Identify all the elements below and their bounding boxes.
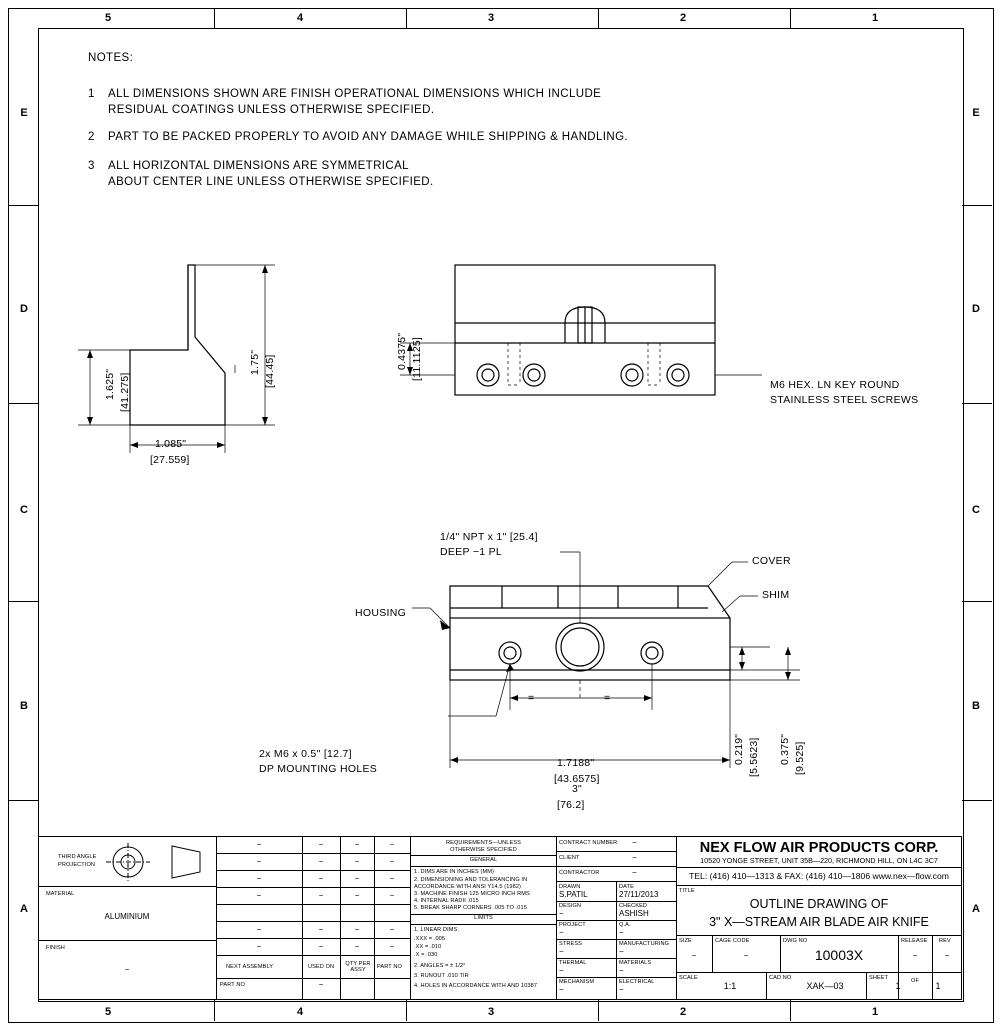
- zone-right-B: B: [972, 700, 980, 712]
- bom-r4-c3: −: [354, 891, 360, 900]
- bom-r5-c2: −: [318, 925, 324, 934]
- contract-number-value: −: [632, 838, 637, 847]
- note-2-number: 2: [88, 131, 95, 143]
- zone-left-A: A: [20, 903, 28, 915]
- bom-r2-c2: −: [318, 857, 324, 866]
- mechanism-label: MECHANISM: [559, 979, 595, 985]
- bom-r6-c1: −: [256, 942, 262, 951]
- requirements-general-4: 3. MACHINE FINISH 125 MICRO INCH RMS: [414, 891, 530, 897]
- client-value: −: [632, 853, 637, 862]
- side-view-drawing: [60, 245, 320, 485]
- dwg-no-value: 10003X: [814, 947, 864, 963]
- sheet-label: SHEET: [869, 975, 889, 981]
- checked-label: CHECKED: [619, 903, 648, 909]
- zone-left-B: B: [20, 700, 28, 712]
- drawing-title-line-2: 3" X—STREAM AIR BLADE AIR KNIFE: [709, 915, 929, 929]
- design-value: −: [559, 909, 564, 918]
- design-label: DESIGN: [559, 903, 582, 909]
- bom-r5-c1: −: [256, 925, 262, 934]
- bom-r3-c3: −: [354, 874, 360, 883]
- note-1-line-1: ALL DIMENSIONS SHOWN ARE FINISH OPERATIONAL DIMENSIONS WHICH INCLUDE: [108, 88, 602, 100]
- bom-r1-c2: −: [318, 840, 324, 849]
- cover-callout: COVER: [752, 555, 791, 567]
- bom-r4-c4: −: [389, 891, 395, 900]
- zone-right-D: D: [972, 303, 980, 315]
- bom-r2-c3: −: [354, 857, 360, 866]
- contractor-value: −: [632, 868, 637, 877]
- stress-value: −: [559, 947, 564, 956]
- requirements-limits-4: .X = .030: [414, 952, 438, 958]
- drawn-label: DRAWN: [559, 884, 581, 890]
- requirements-limits-6: 3. RUNOUT .010 TIR: [414, 973, 469, 979]
- zone-bottom-3: 3: [487, 1006, 495, 1018]
- npt-callout-line-1: 1/4" NPT x 1" [25.4]: [440, 531, 538, 543]
- thermal-label: THERMAL: [559, 960, 587, 966]
- top-dim-in: 0.4375": [396, 332, 408, 370]
- date-value: 27/11/2013: [619, 890, 659, 899]
- requirements-general-2: 2. DIMENSIONING AND TOLERANCING IN: [414, 877, 528, 883]
- bom-r6-c3: −: [354, 942, 360, 951]
- requirements-limits-2: .XXX = .005: [414, 936, 446, 942]
- manufacturing-label: MANUFACTURING: [619, 941, 670, 947]
- note-3-line-1: ALL HORIZONTAL DIMENSIONS ARE SYMMETRICAL: [108, 160, 409, 172]
- requirements-limits-1: 1. LINEAR DIMS.: [414, 927, 460, 933]
- date-label: DATE: [619, 884, 634, 890]
- checked-value: ASHISH: [619, 909, 649, 918]
- cage-code-label: CAGE CODE: [715, 938, 750, 944]
- zone-left-D: D: [20, 303, 28, 315]
- bom-part-no-label: PART NO: [220, 982, 245, 988]
- side-width-mm: [27.559]: [150, 454, 190, 466]
- project-label: PROJECT: [559, 922, 586, 928]
- side-height-mm: [41.275]: [119, 372, 131, 412]
- of-label: OF: [911, 978, 919, 984]
- zone-top-3: 3: [487, 12, 495, 24]
- mechanism-value: −: [559, 985, 564, 994]
- bom-r3-c2: −: [318, 874, 324, 883]
- cad-no-value: XAK—03: [806, 981, 844, 991]
- projection-label-line-1: THIRD ANGLE: [58, 854, 97, 860]
- bom-r6-c4: −: [389, 942, 395, 951]
- requirements-limits-5: 2. ANGLES = ± 1/2°: [414, 963, 466, 969]
- material-label: MATERIAL: [46, 891, 75, 897]
- bom-r4-c2: −: [318, 891, 324, 900]
- zone-top-5: 5: [104, 12, 112, 24]
- scale-value: 1:1: [723, 981, 737, 991]
- zone-left-C: C: [20, 504, 28, 516]
- bom-r3-c1: −: [256, 874, 262, 883]
- front-dim-b-in: 0.375": [779, 733, 791, 765]
- zone-right-A: A: [972, 903, 980, 915]
- contractor-label: CONTRACTOR: [559, 870, 600, 876]
- note-3-line-2: ABOUT CENTER LINE UNLESS OTHERWISE SPECIFIED.: [108, 176, 434, 188]
- hole-spacing-in: 1.7188": [557, 757, 595, 769]
- cad-no-label: CAD NO: [769, 975, 792, 981]
- note-3-number: 3: [88, 160, 95, 172]
- dwg-no-label: DWG NO: [783, 938, 808, 944]
- finish-value: −: [124, 965, 130, 974]
- note-1-number: 1: [88, 88, 95, 100]
- size-value: −: [691, 951, 697, 960]
- side-height-in: 1.625": [104, 368, 116, 400]
- company-address: 10520 YONGE STREET, UNIT 35B—220, RICHMOND HILL, ON L4C 3C7: [700, 856, 938, 865]
- screws-callout-line-2: STAINLESS STEEL SCREWS: [770, 394, 919, 406]
- top-dim-mm: [11.1125]: [411, 336, 423, 381]
- electrical-value: −: [619, 985, 624, 994]
- requirements-general-6: 5. BREAK SHARP CORNERS .005 TO .015: [414, 905, 527, 911]
- bom-r1-c1: −: [256, 840, 262, 849]
- materials-value: −: [619, 966, 624, 975]
- overall-length-mm: [76.2]: [557, 799, 585, 811]
- projection-label-line-2: PROJECTION: [58, 862, 96, 868]
- note-2-line-1: PART TO BE PACKED PROPERLY TO AVOID ANY DAMAGE WHILE SHIPPING & HANDLING.: [108, 131, 629, 143]
- side-width-in: 1.085": [155, 438, 187, 450]
- qa-value: −: [619, 928, 624, 937]
- notes-heading: NOTES:: [88, 52, 134, 64]
- zone-bottom-5: 5: [104, 1006, 112, 1018]
- bom-r2-c4: −: [389, 857, 395, 866]
- zone-top-1: 1: [871, 12, 879, 24]
- front-dim-a-in: 0.219": [733, 733, 745, 765]
- equal-mark-2: =: [604, 692, 611, 704]
- zone-bottom-2: 2: [679, 1006, 687, 1018]
- requirements-limits-3: .XX = .010: [414, 944, 442, 950]
- bom-r1-c3: −: [354, 840, 360, 849]
- note-1-line-2: RESIDUAL COATINGS UNLESS OTHERWISE SPECIFIED.: [108, 104, 435, 116]
- side-overall-in: 1.75": [249, 349, 261, 375]
- bom-header-qty: QTY PER ASSY: [345, 961, 371, 973]
- zone-right-C: C: [972, 504, 980, 516]
- finish-label: FINISH: [46, 945, 65, 951]
- company-contact: TEL: (416) 410—1313 & FAX: (416) 410—1806 www.nex—flow.com: [689, 871, 949, 881]
- materials-label: MATERIALS: [619, 960, 652, 966]
- qa-label: Q.A.: [619, 922, 631, 928]
- third-angle-projection-symbol: [100, 840, 210, 884]
- drawn-value: S.PATIL: [559, 890, 588, 899]
- rev-value: −: [944, 951, 950, 960]
- bom-r3-c4: −: [389, 874, 395, 883]
- manufacturing-value: −: [619, 947, 624, 956]
- front-dim-a-mm: [5.5623]: [748, 737, 760, 777]
- front-dim-b-mm: [9.525]: [794, 741, 806, 775]
- zone-left-E: E: [20, 107, 28, 119]
- bom-r6-c2: −: [318, 942, 324, 951]
- zone-top-2: 2: [679, 12, 687, 24]
- bom-header-part-no: PART NO: [377, 964, 402, 970]
- bom-r5-c3: −: [354, 925, 360, 934]
- thermal-value: −: [559, 966, 564, 975]
- cage-code-value: −: [743, 951, 749, 960]
- electrical-label: ELECTRICAL: [619, 979, 655, 985]
- client-label: CLIENT: [559, 855, 580, 861]
- equal-mark-1: =: [528, 692, 535, 704]
- requirements-limits-7: 4. HOLES IN ACCORDANCE WITH AND 10387: [414, 983, 538, 989]
- top-view-drawing: [380, 245, 780, 425]
- requirements-general-3: ACCORDANCE WITH ANSI Y14.5 (1982): [414, 884, 522, 890]
- side-overall-mm: [44.45]: [264, 354, 276, 388]
- requirements-general-label: GENERAL: [469, 857, 498, 863]
- hole-spacing-mm: [43.6575]: [554, 773, 600, 785]
- bom-header-next-assembly: NEXT ASSEMBLY: [226, 964, 274, 970]
- bom-r5-c4: −: [389, 925, 395, 934]
- zone-top-4: 4: [296, 12, 304, 24]
- requirements-general-1: 1. DIMS ARE IN INCHES (MM): [414, 869, 494, 875]
- release-label: RELEASE: [901, 938, 928, 944]
- overall-length-in: 3": [572, 783, 582, 795]
- release-value: −: [912, 951, 918, 960]
- sheet-value: 1: [895, 981, 901, 991]
- mounting-holes-callout-line-2: DP MOUNTING HOLES: [259, 763, 378, 775]
- bom-r4-c1: −: [256, 891, 262, 900]
- requirements-limits-label: LIMITS: [474, 915, 493, 921]
- of-value: 1: [935, 981, 941, 991]
- screws-callout-line-1: M6 HEX. LN KEY ROUND: [770, 379, 900, 391]
- housing-callout: HOUSING: [355, 607, 407, 619]
- scale-label: SCALE: [679, 975, 698, 981]
- requirements-general-5: 4. INTERNAL RADII .015: [414, 898, 479, 904]
- title-label: TITLE: [679, 888, 695, 894]
- bom-header-used-on: USED ON: [308, 964, 335, 970]
- material-value: ALUMINIUM: [104, 912, 150, 921]
- shim-callout: SHIM: [762, 589, 790, 601]
- mounting-holes-callout-line-1: 2x M6 x 0.5" [12.7]: [259, 748, 352, 760]
- project-value: −: [559, 928, 564, 937]
- drawing-title-line-1: OUTLINE DRAWING OF: [749, 897, 889, 911]
- zone-bottom-4: 4: [296, 1006, 304, 1018]
- requirements-title-line-2: OTHERWISE SPECIFIED: [450, 847, 517, 853]
- size-label: SIZE: [679, 938, 692, 944]
- bom-footer-value: −: [318, 980, 324, 989]
- company-name: NEX FLOW AIR PRODUCTS CORP.: [699, 840, 939, 856]
- bom-r1-c4: −: [389, 840, 395, 849]
- rev-label: REV: [939, 938, 951, 944]
- bom-r2-c1: −: [256, 857, 262, 866]
- npt-callout-line-2: DEEP −1 PL: [440, 546, 503, 558]
- contract-number-label: CONTRACT NUMBER: [559, 840, 618, 846]
- zone-right-E: E: [972, 107, 980, 119]
- stress-label: STRESS: [559, 941, 582, 947]
- zone-bottom-1: 1: [871, 1006, 879, 1018]
- requirements-title-line-1: REQUIREMENTS—UNLESS: [446, 840, 521, 846]
